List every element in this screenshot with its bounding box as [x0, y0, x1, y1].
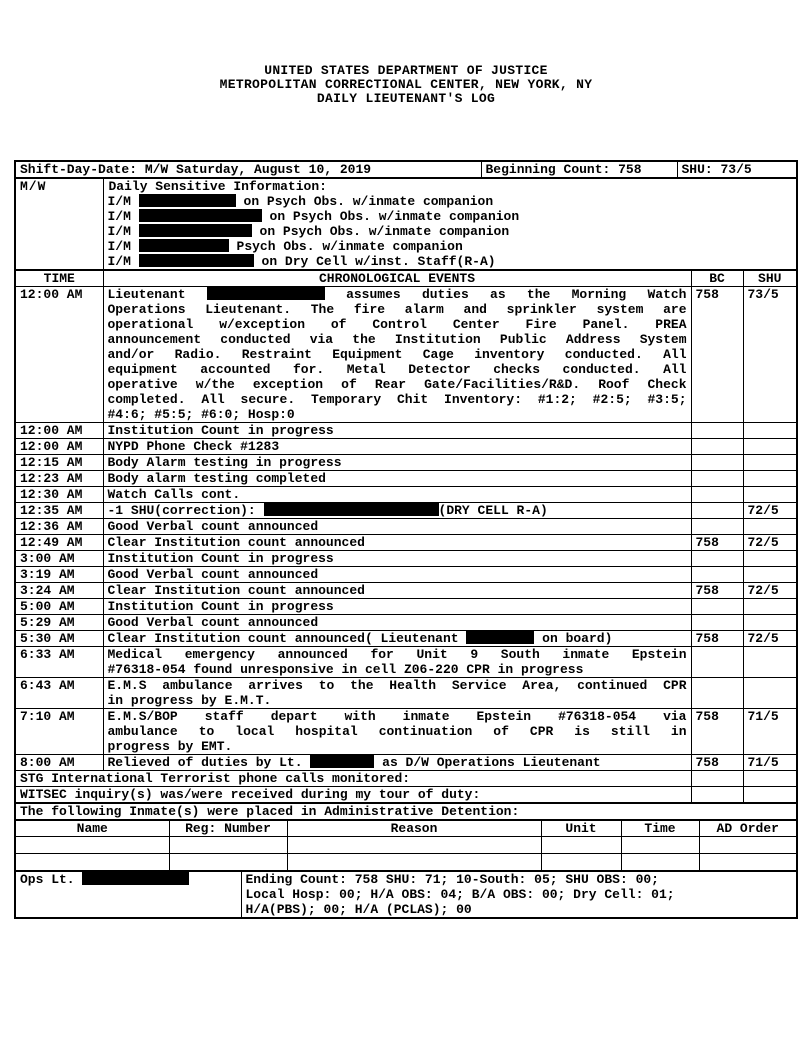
watch-label: M/W: [15, 178, 103, 270]
ops-lt-label: Ops Lt.: [15, 871, 241, 918]
shu-value: [743, 551, 797, 567]
log-row: [15, 487, 797, 503]
shu-value: [743, 599, 797, 615]
bc-value: 758: [691, 287, 743, 423]
shu-value: [743, 647, 797, 678]
sensitive-title: Daily Sensitive Information:: [108, 179, 327, 194]
col-header-time: TIME: [15, 270, 103, 287]
header-line-agency: UNITED STATES DEPARTMENT OF JUSTICE: [264, 63, 548, 78]
ad-detention-table: [14, 819, 798, 872]
log-row: [15, 567, 797, 583]
shu-value: [743, 487, 797, 503]
log-header-row: [15, 270, 797, 287]
sensitive-line: I/M on Psych Obs. w/inmate companion: [107, 209, 520, 224]
ad-col-time: Time: [621, 820, 699, 837]
beginning-count: Beginning Count: 758: [481, 161, 677, 178]
redaction-bar: [466, 631, 534, 644]
event-text: Body alarm testing completed: [103, 471, 691, 487]
ad-cell-empty: [287, 854, 541, 871]
document-header: [0, 0, 812, 106]
shu-value: [743, 423, 797, 439]
stg-row: [15, 771, 797, 787]
ad-cell-empty: [15, 854, 169, 871]
bc-value: 758: [691, 535, 743, 551]
ad-col-name: Name: [15, 820, 169, 837]
bc-value: [691, 551, 743, 567]
event-time: 8:00 AM: [15, 755, 103, 771]
sensitive-row: [15, 178, 797, 270]
event-time: 12:00 AM: [15, 423, 103, 439]
ad-title-row: [15, 803, 797, 820]
event-time: 12:35 AM: [15, 503, 103, 519]
redaction-bar: [139, 224, 252, 237]
log-row: [15, 551, 797, 567]
bc-value: [691, 567, 743, 583]
ending-count-cell: [241, 871, 797, 918]
event-time: 12:15 AM: [15, 455, 103, 471]
sensitive-info-table: [14, 177, 798, 271]
ending-count-line: Ending Count: 758 SHU: 71; 10-South: 05; SHU OBS: 00;: [245, 871, 659, 887]
bc-value: [691, 423, 743, 439]
shu-value: [743, 455, 797, 471]
witsec-row: [15, 787, 797, 804]
ops-row: [15, 871, 797, 918]
event-text: Institution Count in progress: [103, 423, 691, 439]
ad-col-ad-order: AD Order: [699, 820, 797, 837]
log-row: [15, 599, 797, 615]
redaction-bar: [310, 755, 374, 768]
event-text: Medical emergency announced for Unit 9 South inmate Epstein #76318-054 found unresponsive in cell Z06-220 CPR in progress: [103, 647, 691, 678]
stg-note: STG International Terrorist phone calls monitored:: [15, 771, 691, 787]
shift-day-date: Shift-Day-Date: M/W Saturday, August 10, 2019: [15, 161, 481, 178]
sensitive-info-cell: [103, 178, 797, 270]
ad-cell-empty: [621, 837, 699, 854]
sensitive-lines: [108, 194, 793, 269]
redaction-bar: [139, 194, 236, 207]
ad-cell-empty: [287, 837, 541, 854]
event-text: Good Verbal count announced: [103, 615, 691, 631]
event-time: 6:33 AM: [15, 647, 103, 678]
bc-value: [691, 503, 743, 519]
log-row: [15, 503, 797, 519]
redaction-bar: [139, 239, 229, 252]
event-text: Institution Count in progress: [103, 599, 691, 615]
redaction-bar: [264, 503, 439, 516]
sensitive-line: I/M on Psych Obs. w/inmate companion: [107, 194, 494, 209]
bc-value: 758: [691, 709, 743, 755]
event-time: 12:30 AM: [15, 487, 103, 503]
ad-col-unit: Unit: [541, 820, 621, 837]
bc-value: [691, 471, 743, 487]
log-row: [15, 471, 797, 487]
shu-value: 72/5: [743, 535, 797, 551]
redaction-bar: [139, 209, 262, 222]
event-text: Lieutenant assumes duties as the Morning Watch Operations Lieutenant. The fire alarm and sprinkler system are operational w/exception of Control Center Fire Panel. PREA announcement conducted via the Institution Public Address System and/or Radio. Restraint Equipment Cage inventory conducted. All equipment accounted for. Metal Detector checks conducted. All operative w/the exception of Rear Gate/Facilities/R&D. Roof Check completed. All secure. Temporary Chit Inventory: #1:2; #2:5; #3:5; #4:6; #5:5; #6:0; Hosp:0: [103, 287, 691, 423]
log-rows: [15, 287, 797, 771]
event-text: Body Alarm testing in progress: [103, 455, 691, 471]
shu-value: 73/5: [743, 287, 797, 423]
shu-value: [743, 678, 797, 709]
ops-table: [14, 870, 798, 919]
bc-value: 758: [691, 755, 743, 771]
log-row: [15, 519, 797, 535]
ad-cell-empty: [699, 854, 797, 871]
witsec-bc-cell: [691, 787, 743, 804]
col-header-events: CHRONOLOGICAL EVENTS: [103, 270, 691, 287]
ad-col-reason: Reason: [287, 820, 541, 837]
event-text: Good Verbal count announced: [103, 567, 691, 583]
ending-count-line: H/A(PBS); 00; H/A (PCLAS); 00: [245, 901, 472, 917]
log-row: [15, 455, 797, 471]
event-time: 3:24 AM: [15, 583, 103, 599]
event-time: 12:36 AM: [15, 519, 103, 535]
ad-cell-empty: [621, 854, 699, 871]
event-text: Clear Institution count announced( Lieutenant on board): [103, 631, 691, 647]
header-line-title: DAILY LIEUTENANT'S LOG: [316, 91, 496, 106]
shu-value: [743, 471, 797, 487]
sensitive-line: I/M Psych Obs. w/inmate companion: [107, 239, 463, 254]
event-text: Relieved of duties by Lt. as D/W Operations Lieutenant: [103, 755, 691, 771]
event-time: 12:00 AM: [15, 439, 103, 455]
event-time: 7:10 AM: [15, 709, 103, 755]
log-row: [15, 631, 797, 647]
bc-value: [691, 647, 743, 678]
shu-value: [743, 519, 797, 535]
log-row: [15, 647, 797, 678]
shu-value: 71/5: [743, 755, 797, 771]
bc-value: [691, 439, 743, 455]
event-text: Institution Count in progress: [103, 551, 691, 567]
chronological-log-table: [14, 269, 798, 804]
header-line-facility: METROPOLITAN CORRECTIONAL CENTER, NEW YORK, NY: [219, 77, 593, 92]
bc-value: 758: [691, 631, 743, 647]
ending-count-line: Local Hosp: 00; H/A OBS: 04; B/A OBS: 00; Dry Cell: 01;: [245, 886, 675, 902]
event-text: NYPD Phone Check #1283: [103, 439, 691, 455]
ad-cell-empty: [15, 837, 169, 854]
bc-value: [691, 455, 743, 471]
bc-value: [691, 678, 743, 709]
shu-value: 72/5: [743, 503, 797, 519]
event-time: 5:00 AM: [15, 599, 103, 615]
event-time: 5:30 AM: [15, 631, 103, 647]
ad-section-title: The following Inmate(s) were placed in Administrative Detention:: [15, 803, 797, 820]
bc-value: [691, 599, 743, 615]
event-text: Good Verbal count announced: [103, 519, 691, 535]
event-text: Clear Institution count announced: [103, 535, 691, 551]
bc-value: [691, 615, 743, 631]
shu-value: [743, 567, 797, 583]
col-header-bc: BC: [691, 270, 743, 287]
log-row: [15, 287, 797, 423]
shu-value: 72/5: [743, 583, 797, 599]
witsec-note: WITSEC inquiry(s) was/were received during my tour of duty:: [15, 787, 691, 804]
event-time: 6:43 AM: [15, 678, 103, 709]
shu-value: [743, 439, 797, 455]
stg-bc-cell: [691, 771, 743, 787]
ad-cell-empty: [169, 837, 287, 854]
sensitive-line: I/M on Dry Cell w/inst. Staff(R-A): [107, 254, 496, 269]
log-form: [14, 160, 798, 919]
redaction-bar: [82, 872, 189, 885]
witsec-shu-cell: [743, 787, 797, 804]
log-row: [15, 678, 797, 709]
shift-row: [15, 161, 797, 178]
event-text: Watch Calls cont.: [103, 487, 691, 503]
log-row: [15, 439, 797, 455]
shu-count: SHU: 73/5: [677, 161, 797, 178]
event-time: 12:23 AM: [15, 471, 103, 487]
sensitive-line: I/M on Psych Obs. w/inmate companion: [107, 224, 510, 239]
event-text: Clear Institution count announced: [103, 583, 691, 599]
log-row: [15, 423, 797, 439]
bc-value: [691, 519, 743, 535]
event-text: E.M.S/BOP staff depart with inmate Epstein #76318-054 via ambulance to local hospital continuation of CPR is still in progress by EMT.: [103, 709, 691, 755]
ad-empty-row: [15, 837, 797, 854]
stg-shu-cell: [743, 771, 797, 787]
shu-value: 71/5: [743, 709, 797, 755]
ad-cell-empty: [541, 854, 621, 871]
log-row: [15, 709, 797, 755]
log-row: [15, 535, 797, 551]
bc-value: 758: [691, 583, 743, 599]
shu-value: [743, 615, 797, 631]
event-time: 3:19 AM: [15, 567, 103, 583]
event-time: 3:00 AM: [15, 551, 103, 567]
event-time: 12:49 AM: [15, 535, 103, 551]
shu-value: 72/5: [743, 631, 797, 647]
bc-value: [691, 487, 743, 503]
ad-cell-empty: [541, 837, 621, 854]
log-row: [15, 583, 797, 599]
ad-empty-row: [15, 854, 797, 871]
log-row: [15, 755, 797, 771]
event-text: E.M.S ambulance arrives to the Health Service Area, continued CPR in progress by E.M.T.: [103, 678, 691, 709]
event-time: 12:00 AM: [15, 287, 103, 423]
col-header-shu: SHU: [743, 270, 797, 287]
log-row: [15, 615, 797, 631]
ad-cell-empty: [169, 854, 287, 871]
event-time: 5:29 AM: [15, 615, 103, 631]
ad-cell-empty: [699, 837, 797, 854]
redaction-bar: [139, 254, 254, 267]
ad-col-reg-number: Reg: Number: [169, 820, 287, 837]
event-text: -1 SHU(correction): (DRY CELL R-A): [103, 503, 691, 519]
ad-header-row: [15, 820, 797, 837]
redaction-bar: [207, 287, 325, 300]
